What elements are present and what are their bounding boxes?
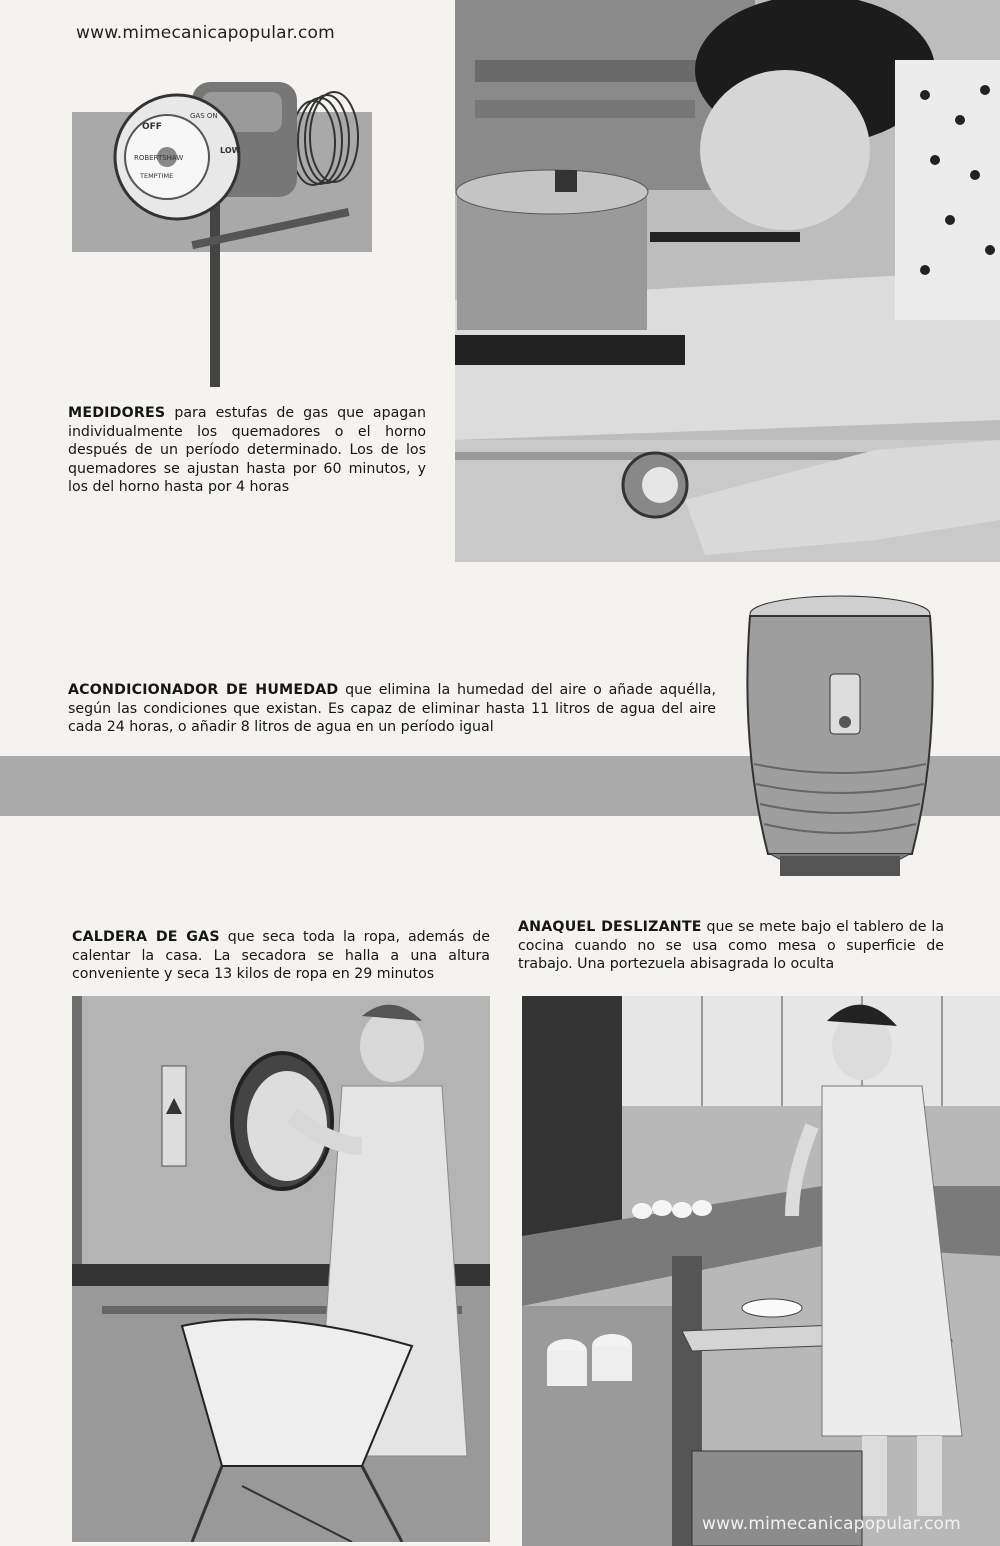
- caldera-lead: CALDERA DE GAS: [72, 929, 220, 945]
- dial-label-temptime: TEMPTIME: [140, 172, 174, 180]
- humidifier-photo: [740, 594, 940, 894]
- dial-label-low: LOW: [220, 146, 241, 155]
- dial-label-brand: ROBERTSHAW: [134, 154, 184, 162]
- medidores-text: para estufas de gas que apagan individualmente los quemadores o el horno después de un período determinado. Los de los quemadores se ajustan hasta por 60 minutos, y los del horno hasta por 4 horas: [68, 405, 426, 496]
- anaquel-lead: ANAQUEL DESLIZANTE: [518, 919, 702, 935]
- timer-dial-photo: [72, 82, 372, 392]
- acondicionador-lead: ACONDICIONADOR DE HUMEDAD: [68, 682, 339, 698]
- medidores-lead: MEDIDORES: [68, 405, 166, 421]
- dial-label-gas-on: GAS ON: [190, 112, 218, 120]
- watermark-top: www.mimecanicapopular.com: [76, 23, 335, 43]
- medidores-caption: [68, 404, 426, 497]
- gas-dryer-photo: [72, 996, 490, 1542]
- acondicionador-text: que elimina la humedad del aire o añade aquélla, según las condiciones que existan. Es capaz de eliminar hasta 11 litros de agua del aire cada 24 horas, o añadir 8 litros de agua en un período igual: [68, 682, 716, 736]
- caldera-caption: [72, 928, 490, 984]
- sliding-shelf-photo: [522, 996, 1000, 1546]
- anaquel-caption: [518, 918, 944, 974]
- dial-label-off: OFF: [142, 122, 162, 132]
- acondicionador-caption: [68, 681, 716, 737]
- stove-woman-photo: [455, 0, 1000, 562]
- anaquel-text: que se mete bajo el tablero de la cocina cuando no se usa como mesa o superficie de trabajo. Una portezuela abisagrada lo oculta: [518, 919, 945, 973]
- watermark-bottom: www.mimecanicapopular.com: [702, 1514, 961, 1534]
- caldera-text: que seca toda la ropa, además de calentar la casa. La secadora se halla a una altura conveniente y seca 13 kilos de ropa en 29 minutos: [72, 929, 491, 983]
